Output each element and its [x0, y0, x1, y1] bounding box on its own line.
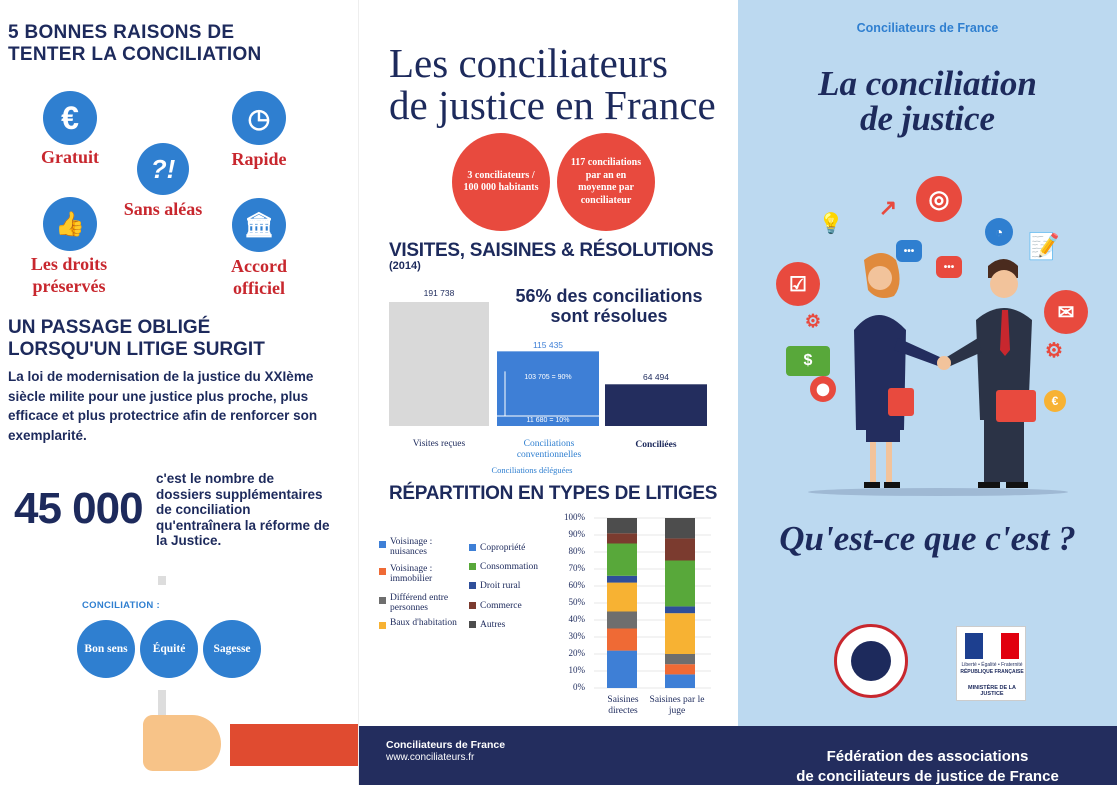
legend-label: Différend entre personnes: [390, 593, 449, 613]
stack-segment: [665, 613, 695, 654]
right-question: Qu'est-ce que c'est ?: [779, 519, 1076, 558]
question-exclamation-icon: ?!: [137, 143, 189, 195]
reason-sans-aleas: Sans aléas: [123, 199, 203, 219]
bar-breakdown-deleguees: 11 680 = 10%: [526, 417, 570, 424]
rf-motto: Liberté • Égalité • Fraternité: [961, 662, 1023, 668]
passage-title: [8, 317, 265, 361]
reasons-title-line2: TENTER LA CONCILIATION: [8, 44, 262, 65]
mail-icon: ✉: [1044, 290, 1088, 334]
ytick-label: 20%: [568, 648, 585, 658]
reason-gratuit: Gratuit: [41, 147, 99, 167]
stack-segment: [665, 664, 695, 674]
reason-accord-line2: officiel: [233, 278, 285, 298]
stat-conciliations-text: 117 conciliations par an en moyenne par conciliateur: [570, 157, 642, 206]
reason-droits-line2: préservés: [32, 276, 106, 296]
ytick-label: 0%: [573, 682, 585, 692]
euro-coin-icon: €: [1044, 390, 1066, 412]
checklist-icon: ☑: [776, 262, 820, 306]
stack-segment: [607, 533, 637, 543]
stat-circle-conciliateurs: [452, 133, 550, 231]
legend-label: Baux d'habitation: [390, 618, 457, 628]
stack-segment: [665, 606, 695, 613]
legend-label: Voisinage : nuisances: [390, 537, 433, 557]
ytick-label: 80%: [568, 546, 585, 556]
visits-bar-2: [605, 384, 707, 426]
repartition-title: RÉPARTITION EN TYPES DE LITIGES: [389, 483, 718, 504]
gear-icon: ⚙: [804, 310, 822, 331]
legend-label: Copropriété: [480, 543, 526, 553]
right-footer-text: [738, 747, 1117, 785]
bar-label-conciliees: Conciliées: [635, 440, 677, 450]
legend-label: Commerce: [480, 601, 522, 611]
passage-title-line2: LORSQU'UN LITIGE SURGIT: [8, 339, 265, 360]
reason-droits-line1: Les droits: [30, 254, 108, 274]
rf-flag: [965, 633, 1019, 659]
ytick-label: 50%: [568, 597, 585, 607]
stack-segment: [607, 518, 637, 533]
big-number: 45 000: [14, 484, 143, 533]
stack-segment: [607, 544, 637, 576]
footer-org: Conciliateurs de France: [386, 739, 506, 751]
reason-droits: [10, 253, 128, 297]
right-footer-line1: Fédération des associations: [826, 748, 1029, 765]
right-panel: [738, 0, 1117, 785]
chat-bubble-icon: •••: [896, 240, 922, 262]
conciliation-label: CONCILIATION :: [82, 600, 160, 611]
stack-segment: [607, 612, 637, 629]
gear-icon-right: ⚙: [1045, 339, 1063, 362]
repartition-stacked-chart: [359, 505, 739, 705]
republique-francaise-logo: [956, 626, 1026, 701]
resolved-line1: 56% des conciliations: [515, 286, 703, 306]
stat-conciliateurs-text: 3 conciliateurs / 100 000 habitants: [463, 169, 539, 193]
resolved-line2: sont résolues: [550, 306, 668, 326]
stack-segment: [665, 561, 695, 607]
rf-ministry: MINISTÈRE DE LA JUSTICE: [968, 685, 1016, 697]
reason-accord: [214, 255, 304, 299]
passage-title-line1: UN PASSAGE OBLIGÉ: [8, 317, 211, 338]
footer-url[interactable]: www.conciliateurs.fr: [386, 752, 475, 763]
stack-segment: [665, 538, 695, 560]
pie-chart-icon: ◔: [985, 218, 1013, 246]
reason-rapide: Rapide: [231, 149, 287, 169]
visits-bar-1: [497, 351, 599, 426]
legend-label: Droit rural: [480, 581, 521, 591]
ytick-label: 100%: [564, 512, 585, 522]
visits-bar-0: [389, 302, 489, 426]
sleeve-illustration: [230, 724, 360, 766]
bar-breakdown-conventionnelles: 103 705 = 90%: [524, 374, 572, 381]
bar-label-visites: Visites reçues: [412, 439, 466, 449]
stack-segment: [665, 674, 695, 688]
reasons-title: [8, 22, 262, 66]
conciliateurs-seal: [834, 624, 908, 698]
right-title-line1: La conciliation: [818, 64, 1037, 103]
legend-label: Autres: [480, 620, 506, 630]
ytick-label: 90%: [568, 529, 585, 539]
legend-label: Consommation: [480, 562, 539, 572]
visits-bar-chart: [359, 280, 739, 430]
seal-center: [851, 641, 891, 681]
right-org: Conciliateurs de France: [856, 21, 999, 35]
ytick-label: 40%: [568, 614, 585, 624]
reason-accord-line1: Accord: [231, 256, 287, 276]
legend-label: Voisinage : immobilier: [390, 564, 433, 584]
clock-icon: ◷: [232, 91, 286, 145]
bar-value-conciliations: 115 435: [532, 340, 564, 350]
target-icon: ◎: [916, 176, 962, 222]
growth-arrow-icon: ↗: [878, 195, 898, 220]
ytick-label: 70%: [568, 563, 585, 573]
rf-name: RÉPUBLIQUE FRANÇAISE: [960, 669, 1024, 675]
stack-segment: [607, 576, 637, 583]
stat-circle-conciliations: [557, 133, 655, 231]
stack-segment: [607, 651, 637, 688]
stack-label-juge: Saisines par le juge: [649, 695, 705, 716]
right-footer-line2: de conciliateurs de justice de France: [796, 768, 1059, 785]
hand-illustration: [143, 715, 221, 771]
right-title: [738, 66, 1117, 136]
middle-title: [389, 42, 716, 126]
ytick-label: 10%: [568, 665, 585, 675]
left-panel: [0, 0, 358, 785]
ytick-label: 30%: [568, 631, 585, 641]
big-number-text: c'est le nombre de dossiers supplémentaires de conciliation qu'entraînera la réforme de la Justice.: [156, 471, 330, 548]
visits-year: (2014): [389, 260, 421, 272]
middle-panel: [358, 0, 738, 785]
value-equite: Équité: [140, 620, 198, 678]
stack-segment: [607, 583, 637, 612]
bar-label-deleguees: Conciliations déléguées: [491, 465, 573, 475]
middle-title-line1: Les conciliateurs: [389, 40, 668, 86]
thumbs-up-icon: 👍: [43, 197, 97, 251]
lightbulb-icon: 💡: [818, 212, 844, 235]
visits-title: VISITES, SAISINES & RÉSOLUTIONS: [389, 240, 714, 261]
passage-text: La loi de modernisation de la justice du XXIème siècle milite pour une justice plus proche, plus efficace et plus protectrice afin de renforcer son exemplarité.: [8, 369, 318, 443]
bar-label-conventionnelles: Conciliations conventionnelles: [516, 439, 582, 460]
ytick-label: 60%: [568, 580, 585, 590]
chat-bubble-red-icon: •••: [936, 256, 962, 278]
location-pin-icon: ⬤: [810, 376, 836, 402]
document-pen-icon: 📝: [1027, 230, 1061, 261]
bar-value-visites: 191 738: [423, 288, 455, 298]
value-sagesse: Sagesse: [203, 620, 261, 678]
euro-icon: €: [43, 91, 97, 145]
stack-segment: [607, 629, 637, 651]
bar-value-conciliees: 64 494: [643, 372, 669, 382]
stack-segment: [665, 518, 695, 538]
value-bon-sens: Bon sens: [77, 620, 135, 678]
stack-label-directes: Saisines directes: [607, 695, 639, 716]
courthouse-icon: 🏛: [232, 198, 286, 252]
money-icon: $: [786, 346, 830, 376]
right-title-line2: de justice: [859, 99, 996, 138]
reasons-title-line1: 5 BONNES RAISONS DE: [8, 22, 235, 43]
stack-segment: [665, 654, 695, 664]
middle-title-line2: de justice en France: [389, 82, 716, 128]
